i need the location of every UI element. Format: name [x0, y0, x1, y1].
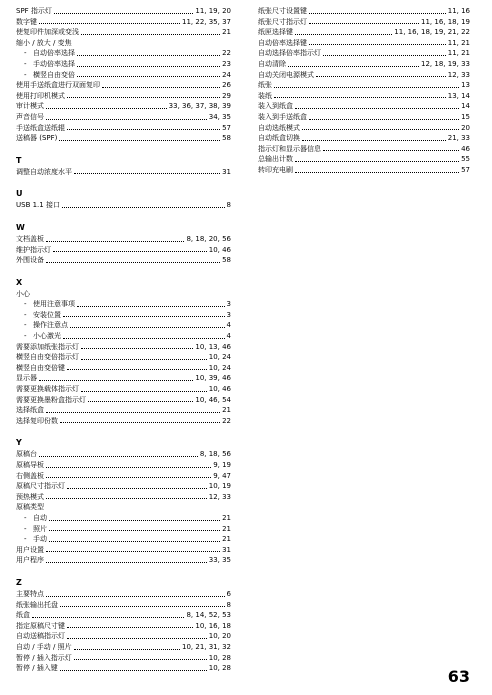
dot-leader [77, 66, 220, 67]
section-letter: Y [16, 438, 22, 448]
entry-pages: 11, 22, 35, 37 [182, 17, 231, 26]
dot-leader [309, 13, 446, 14]
entry-pages: 12, 18, 19, 33 [421, 59, 470, 68]
dot-leader [309, 44, 446, 45]
index-entry [258, 38, 470, 49]
entry-pages: 10, 28 [208, 653, 231, 662]
entry-label: 纸匣选择键 [258, 28, 293, 37]
entry-label: 指示灯和显示器信息 [258, 144, 321, 153]
index-entry [258, 154, 470, 165]
entry-label: 总输出计数 [258, 155, 293, 164]
dot-leader [32, 617, 184, 618]
index-entry [16, 555, 231, 566]
entry-label: 送稿器 (SPF) [16, 134, 58, 143]
entry-pages: 10, 46 [208, 385, 231, 394]
index-subentry [16, 48, 231, 59]
entry-label: 文档盖板 [16, 234, 44, 243]
dot-leader [74, 659, 207, 660]
entry-pages: 31 [222, 545, 231, 554]
entry-pages: 57 [222, 123, 231, 132]
entry-pages: 10, 19 [208, 482, 231, 491]
index-entry [258, 59, 470, 70]
dot-leader [88, 401, 193, 402]
entry-pages: 33, 36, 37, 38, 39 [168, 102, 231, 111]
entry-label: 使用打印机模式 [16, 91, 65, 100]
entry-label: 自动倍率选择键 [258, 38, 307, 47]
dot-leader [46, 262, 220, 263]
entry-pages: 21 [222, 535, 231, 544]
entry-label: 右侧盖板 [16, 471, 44, 480]
entry-label: 纸张尺寸设置键 [258, 7, 307, 15]
index-entry [16, 27, 231, 38]
entry-pages: 22 [222, 416, 231, 425]
index-entry [16, 642, 231, 653]
entry-label: 预热模式 [16, 492, 44, 501]
dot-leader [46, 498, 207, 499]
entry-pages: 8, 14, 52, 53 [186, 611, 231, 620]
entry-pages: 12, 33 [447, 70, 470, 79]
entry-label: 审计模式 [16, 102, 44, 111]
index-entry [16, 289, 231, 300]
index-entry [16, 80, 231, 91]
index-entry [258, 144, 470, 155]
entry-label: 使复印件加深或变浅 [16, 28, 79, 37]
index-entry [16, 101, 231, 112]
index-section [16, 277, 231, 427]
entry-label: 选择复印份数 [16, 416, 58, 425]
entry-pages: 11, 21 [447, 49, 470, 58]
index-entry [258, 112, 470, 123]
dot-leader [67, 369, 207, 370]
index-entry [16, 460, 231, 471]
entry-pages: 58 [222, 134, 231, 143]
index-entry [258, 91, 470, 102]
entry-pages: 20 [461, 123, 470, 132]
dot-leader [302, 140, 446, 141]
index-column-left [16, 6, 231, 674]
dot-leader [49, 520, 220, 521]
index-entry [16, 255, 231, 266]
entry-pages: 10, 24 [208, 353, 231, 362]
dot-leader [295, 161, 459, 162]
entry-label: 横竖自由变倍指示灯 [16, 353, 79, 362]
index-entry [16, 352, 231, 363]
index-entry [16, 234, 231, 245]
dot-leader [302, 129, 459, 130]
index-section [16, 155, 231, 178]
entry-pages: 10, 20 [208, 632, 231, 641]
dot-leader [81, 348, 193, 349]
entry-label: - 小心激光 [16, 331, 61, 342]
entry-pages: 6 [226, 589, 231, 598]
entry-pages: 23 [222, 59, 231, 68]
entry-pages: 10, 13, 46 [195, 342, 231, 351]
index-entry [16, 481, 231, 492]
entry-label: 装入到纸盒 [258, 102, 293, 111]
dot-leader [288, 66, 419, 67]
index-entry [16, 395, 231, 406]
dot-leader [60, 670, 207, 671]
entry-pages: 22 [222, 49, 231, 58]
entry-pages: 4 [226, 332, 231, 341]
entry-label: - 自动倍率选择 [16, 48, 75, 59]
index-section [16, 222, 231, 266]
dot-leader [60, 606, 225, 607]
entry-label: 需要更换墨粉盒指示灯 [16, 395, 86, 404]
dot-leader [316, 76, 446, 77]
dot-leader [274, 97, 446, 98]
entry-label: 需要更换载体指示灯 [16, 385, 79, 394]
entry-label: 纸张尺寸指示灯 [258, 17, 307, 26]
entry-pages: 10, 28 [208, 664, 231, 673]
index-entry [16, 373, 231, 384]
dot-leader [49, 530, 220, 531]
entry-label: 原稿类型 [16, 503, 44, 512]
entry-label: - 手动倍率选择 [16, 59, 75, 70]
dot-leader [39, 456, 198, 457]
dot-leader [46, 108, 167, 109]
entry-label: 纸张 [258, 81, 272, 90]
index-entry [16, 471, 231, 482]
dot-leader [49, 541, 220, 542]
entry-pages: 11, 19, 20 [195, 7, 231, 15]
entry-pages: 24 [222, 70, 231, 79]
dot-leader [39, 380, 193, 381]
index-entry [16, 363, 231, 374]
entry-label: 需要添加纸张指示灯 [16, 342, 79, 351]
dot-leader [77, 55, 220, 56]
index-entry [16, 653, 231, 664]
entry-pages: 46 [461, 144, 470, 153]
entry-pages: 11, 16, 18, 19, 21, 22 [394, 28, 470, 37]
entry-pages: 21 [222, 28, 231, 37]
entry-label: - 自动 [16, 513, 47, 524]
index-entry [16, 589, 231, 600]
entry-pages: 9, 47 [213, 471, 231, 480]
index-entry [258, 27, 470, 38]
dot-leader [309, 119, 459, 120]
index-entry [16, 167, 231, 178]
index-subentry [16, 524, 231, 535]
index-entry [16, 17, 231, 28]
entry-pages: 9, 19 [213, 461, 231, 469]
entry-label: 原稿台 [16, 450, 37, 459]
index-section [16, 577, 231, 674]
dot-leader [46, 562, 207, 563]
entry-pages: 11, 21 [447, 38, 470, 47]
index-entry [258, 6, 470, 17]
entry-pages: 8, 18, 20, 56 [186, 234, 231, 243]
index-entry [258, 70, 470, 81]
index-entry [16, 91, 231, 102]
entry-label: 用户设置 [16, 545, 44, 554]
entry-pages: 3 [226, 310, 231, 319]
entry-pages: 21 [222, 406, 231, 415]
entry-pages: 29 [222, 91, 231, 100]
entry-label: 主要特点 [16, 589, 44, 598]
entry-label: 装纸 [258, 91, 272, 100]
dot-leader [81, 359, 207, 360]
entry-pages: 8 [226, 201, 231, 210]
dot-leader [81, 34, 220, 35]
dot-leader [46, 412, 220, 413]
entry-pages: 10, 46, 54 [195, 395, 231, 404]
entry-pages: 26 [222, 81, 231, 90]
index-entry [16, 502, 231, 513]
dot-leader [46, 596, 225, 597]
index-entry [16, 621, 231, 632]
dot-leader [46, 241, 184, 242]
index-entry [258, 123, 470, 134]
index-entry [16, 405, 231, 416]
entry-label: 调整自动浓度水平 [16, 167, 72, 176]
entry-label: 使用手送纸盒进行双面复印 [16, 81, 100, 90]
dot-leader [67, 488, 207, 489]
entry-label: 纸张输出托盘 [16, 600, 58, 609]
entry-label: 自动 / 手动 / 照片 [16, 642, 72, 651]
entry-label: - 横竖自由变倍 [16, 70, 75, 81]
index-entry [16, 133, 231, 144]
entry-label: 显示器 [16, 374, 37, 383]
dot-leader [39, 23, 180, 24]
entry-pages: 21, 33 [447, 134, 470, 143]
dot-leader [62, 207, 225, 208]
index-sections [16, 155, 231, 674]
index-entry [16, 123, 231, 134]
entry-pages: 31 [222, 167, 231, 176]
entry-label: 数字键 [16, 17, 37, 26]
entry-label: 小心 [16, 289, 30, 298]
dot-leader [77, 76, 220, 77]
index-subentry [16, 70, 231, 81]
index-subentry [16, 331, 231, 342]
dot-leader [295, 108, 459, 109]
entry-label: 自动清除 [258, 59, 286, 68]
entry-label: 指定原稿尺寸键 [16, 621, 65, 630]
entry-pages: 10, 16, 18 [195, 621, 231, 630]
entry-pages: 10, 39, 46 [195, 374, 231, 383]
index-entry [258, 80, 470, 91]
dot-leader [60, 422, 220, 423]
entry-pages: 12, 33 [208, 492, 231, 501]
index-entry [16, 38, 231, 49]
entry-pages: 21 [222, 513, 231, 522]
entry-pages: 34, 35 [208, 112, 231, 121]
dot-leader [67, 638, 207, 639]
index-entry [16, 342, 231, 353]
entry-label: 自动纸盒切换 [258, 134, 300, 143]
entry-label: - 手动 [16, 534, 47, 545]
dot-leader [323, 55, 446, 56]
entry-pages: 14 [461, 102, 470, 111]
entry-label: 装入到手送纸盒 [258, 112, 307, 121]
index-column-right [258, 6, 470, 176]
index-entry [16, 416, 231, 427]
index-entry [16, 449, 231, 460]
index-entry [16, 384, 231, 395]
index-entry [16, 6, 231, 17]
dot-leader [59, 140, 220, 141]
entry-pages: 13 [461, 81, 470, 90]
section-letter: W [16, 222, 25, 232]
index-entry [16, 200, 231, 211]
index-entry [16, 631, 231, 642]
index-section [16, 437, 231, 566]
entry-pages: 3 [226, 300, 231, 309]
entry-label: 自动关闭电源模式 [258, 70, 314, 79]
section-letter: X [16, 277, 23, 287]
index-subentry [16, 299, 231, 310]
dot-leader [53, 251, 207, 252]
entry-label: 转印充电刷 [258, 165, 293, 174]
dot-leader [74, 173, 220, 174]
index-subentry [16, 59, 231, 70]
entry-pages: 15 [461, 112, 470, 121]
entry-label: - 操作注意点 [16, 320, 68, 331]
dot-leader [295, 34, 392, 35]
entry-label: 自动选纸模式 [258, 123, 300, 132]
index-subentry [16, 534, 231, 545]
index-entry [16, 600, 231, 611]
entry-label: SPF 指示灯 [16, 7, 52, 15]
index-group-untitled [16, 6, 231, 144]
entry-label: 纸盒 [16, 611, 30, 620]
dot-leader [74, 649, 180, 650]
entry-pages: 55 [461, 155, 470, 164]
dot-leader [46, 551, 220, 552]
entry-pages: 10, 46 [208, 245, 231, 254]
entry-label: - 使用注意事项 [16, 299, 75, 310]
index-section [16, 188, 231, 211]
entry-pages: 11, 16, 18, 19 [421, 17, 470, 26]
dot-leader [77, 306, 225, 307]
dot-leader [295, 172, 459, 173]
page-number: 63 [447, 667, 470, 686]
entry-label: 原稿尺寸指示灯 [16, 482, 65, 491]
dot-leader [63, 338, 225, 339]
index-entry [258, 133, 470, 144]
dot-leader [67, 129, 220, 130]
index-entry [16, 245, 231, 256]
entry-label: 暂停 / 插入键 [16, 664, 58, 673]
entry-pages: 10, 24 [208, 363, 231, 372]
dot-leader [102, 87, 220, 88]
dot-leader [70, 327, 225, 328]
dot-leader [67, 627, 193, 628]
entry-label: 原稿导板 [16, 461, 44, 469]
index-entry [16, 492, 231, 503]
entry-pages: 4 [226, 321, 231, 330]
entry-label: 缩小 / 放大 / 变焦 [16, 38, 72, 47]
dot-leader [54, 13, 193, 14]
entry-pages: 21 [222, 524, 231, 533]
entry-label: USB 1.1 接口 [16, 201, 60, 210]
entry-pages: 58 [222, 256, 231, 265]
index-subentry [16, 513, 231, 524]
entry-pages: 13, 14 [447, 91, 470, 100]
index-subentry [16, 320, 231, 331]
section-letter: T [16, 155, 22, 165]
entry-label: 自动送稿指示灯 [16, 632, 65, 641]
entry-pages: 10, 21, 31, 32 [182, 642, 231, 651]
index-group-continued [258, 6, 470, 176]
index-entry [258, 165, 470, 176]
index-entry [16, 545, 231, 556]
entry-label: 选择纸盒 [16, 406, 44, 415]
entry-pages: 8, 18, 56 [199, 450, 231, 459]
entry-label: 维护指示灯 [16, 245, 51, 254]
entry-label: 横竖自由变倍键 [16, 363, 65, 372]
index-entry [16, 610, 231, 621]
entry-label: 暂停 / 插入指示灯 [16, 653, 72, 662]
entry-label: - 照片 [16, 524, 47, 535]
index-subentry [16, 310, 231, 321]
entry-label: 自动选择倍率指示灯 [258, 49, 321, 58]
entry-label: 外围设备 [16, 256, 44, 265]
dot-leader [63, 316, 225, 317]
section-letter: U [16, 189, 23, 199]
entry-label: 用户程序 [16, 556, 44, 565]
entry-pages: 57 [461, 165, 470, 174]
index-entry [258, 48, 470, 59]
dot-leader [46, 467, 211, 468]
dot-leader [67, 97, 220, 98]
dot-leader [274, 87, 459, 88]
index-entry [16, 663, 231, 674]
entry-label: 声音信号 [16, 112, 44, 121]
entry-label: - 安装位置 [16, 310, 61, 321]
dot-leader [323, 150, 459, 151]
section-letter: Z [16, 577, 22, 587]
entry-pages: 8 [226, 600, 231, 609]
index-entry [16, 112, 231, 123]
dot-leader [81, 391, 207, 392]
entry-pages: 11, 16 [447, 7, 470, 15]
entry-label: 手送纸盒送纸辊 [16, 123, 65, 132]
entry-pages: 33, 35 [208, 556, 231, 565]
index-entry [258, 101, 470, 112]
dot-leader [46, 477, 211, 478]
index-entry [258, 17, 470, 28]
dot-leader [309, 23, 419, 24]
dot-leader [46, 119, 207, 120]
